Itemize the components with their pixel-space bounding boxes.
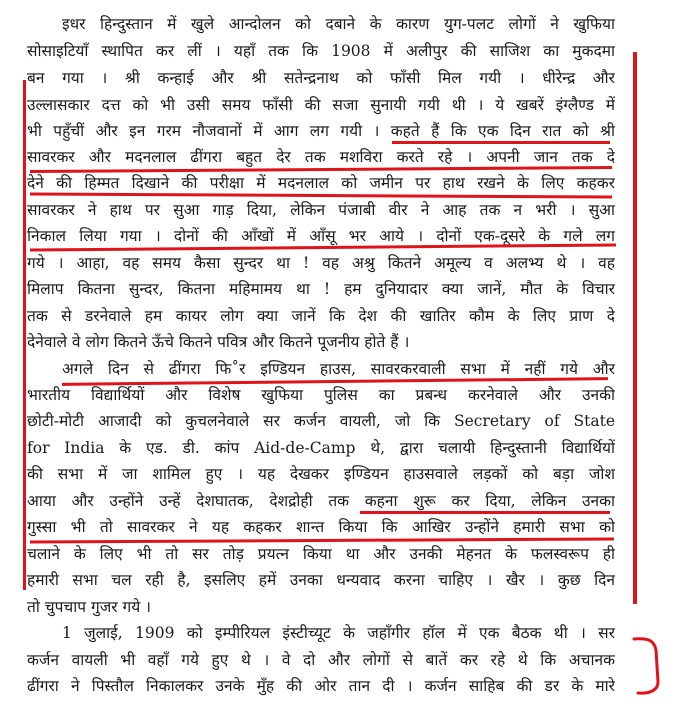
text-line-12: तक से डरनेवाले हम कायर लोग क्या जानें कि देश की खातिर कौम के लिए प्राण दे — [27, 307, 615, 325]
text-line-17: for India के एड. डी. कांप Aid-de-Camp थे, द्वारा चलायी हिन्दुस्तानी विद्यार्थियों — [27, 439, 615, 457]
text-line-26: ढींगरा ने पिस्तौल निकालकर उनके मुँह की ओर तान दी । कर्जन साहिब की डर के मारे — [27, 677, 615, 695]
text-line-23: तो चुपचाप गुजर गये । — [27, 598, 152, 616]
text-line-13: देनेवाले वे लोग कितने ऊँचे कितने पवित्र और कितने पूजनीय होते हैं । — [27, 333, 410, 351]
text-line-2: सोसाइटियाँ स्थापित कर लीं । यहाँ तक कि 1908 में अलीपुर की साजिश का मुकदमा — [27, 42, 615, 60]
text-line-22: हमारी सभा चल रही है, इसलिए हमें उनका धन्यवाद करना चाहिए । खैर । कुछ दिन — [27, 571, 615, 589]
bracket-mark — [630, 636, 670, 696]
text-line-21: चलाने के लिए भी तो सर तोड़ प्रयत्न किया था और उनकी मेहनत के फलस्वरूप ही — [27, 545, 615, 563]
text-line-3: बन गया । श्री कन्हाई और श्री सतेन्द्रनाथ को फाँसी मिल गयी । धीरेन्द्र और — [27, 69, 615, 87]
text-line-20: गुस्सा भी तो सावरकर ने यह कहकर शान्त किया कि आखिर उन्होंने हमारी सभा को — [27, 518, 615, 536]
text-line-16: छोटी-मोटी आजादी को कुचलनेवाले सर कर्जन वायली, जो कि Secretary of State — [27, 412, 615, 430]
text-line-24: 1 जुलाई, 1909 को इम्पीरियल इंस्टीच्यूट के जहाँगीर हॉल में एक बैठक थी । सर — [62, 624, 615, 642]
text-line-5: भी पहुँचीं और इन गरम नौजवानों में आग लग गयी । कहते हैं कि एक दिन रात को श्री — [27, 122, 615, 140]
text-line-25: कर्जन वायली भी वहाँ गये हुए थे । वे दो और लोगों से बातें कर रहे थे कि अचानक — [27, 651, 615, 669]
underline-1 — [392, 141, 610, 144]
underline-6 — [360, 511, 610, 514]
text-line-14: अगले दिन से ढींगरा फि˚र इण्डियन हाउस, सावरकरवाली सभा में नहीं गये और — [62, 360, 615, 378]
text-line-7: देने की हिम्मत दिखाने की परीक्षा में मदनलाल को जमीन पर हाथ रखने के लिए कहकर — [27, 174, 615, 192]
text-line-9: निकाल लिया गया । दोनों की आँखों में आँसू भर आये । दोनों एक-दूसरे के गले लग — [27, 227, 615, 245]
margin-line-left — [23, 80, 26, 590]
text-line-4: उल्लासकार दत्त को भी उसी समय फाँसी की सजा सुनायी गयी थी । ये खबरें इंग्लैण्ड में — [27, 96, 615, 114]
margin-line-right — [633, 52, 637, 604]
text-line-10: गये । आहा, वह समय कैसा सुन्दर था ! वह अश्रु कितने अमूल्य व अलभ्य थे । वह — [27, 254, 615, 272]
text-line-19: आया और उन्होंने उन्हें देशघातक, देशद्रोही तक कहना शुरू कर दिया, लेकिन उनका — [27, 492, 615, 510]
text-line-1: इधर हिन्दुस्तान में खुले आन्दोलन को दबाने के कारण युग-पलट लोगों ने खुफिया — [62, 15, 615, 33]
text-line-15: भारतीय विद्यार्थियों और विशेष खुफिया पुलिस का प्रबन्ध करनेवाले और उनकी — [27, 386, 615, 404]
text-line-11: मिलाप कितना सुन्दर, कितना महिमामय था ! हम दुनियादार क्या जानें, मौत के विचार — [27, 280, 615, 298]
text-line-8: सावरकर ने हाथ पर सुआ गाड़ दिया, लेकिन पंजाबी वीर ने आह तक न भरी । सुआ — [27, 201, 615, 219]
text-line-6: सावरकर और मदनलाल ढींगरा बहुत देर तक मशविरा करते रहे । अपनी जान तक दे — [27, 148, 615, 166]
text-line-18: की सभा में जा शामिल हुए । यह देखकर इण्डियन हाउसवाले लड़कों को बड़ा जोश — [27, 465, 615, 483]
